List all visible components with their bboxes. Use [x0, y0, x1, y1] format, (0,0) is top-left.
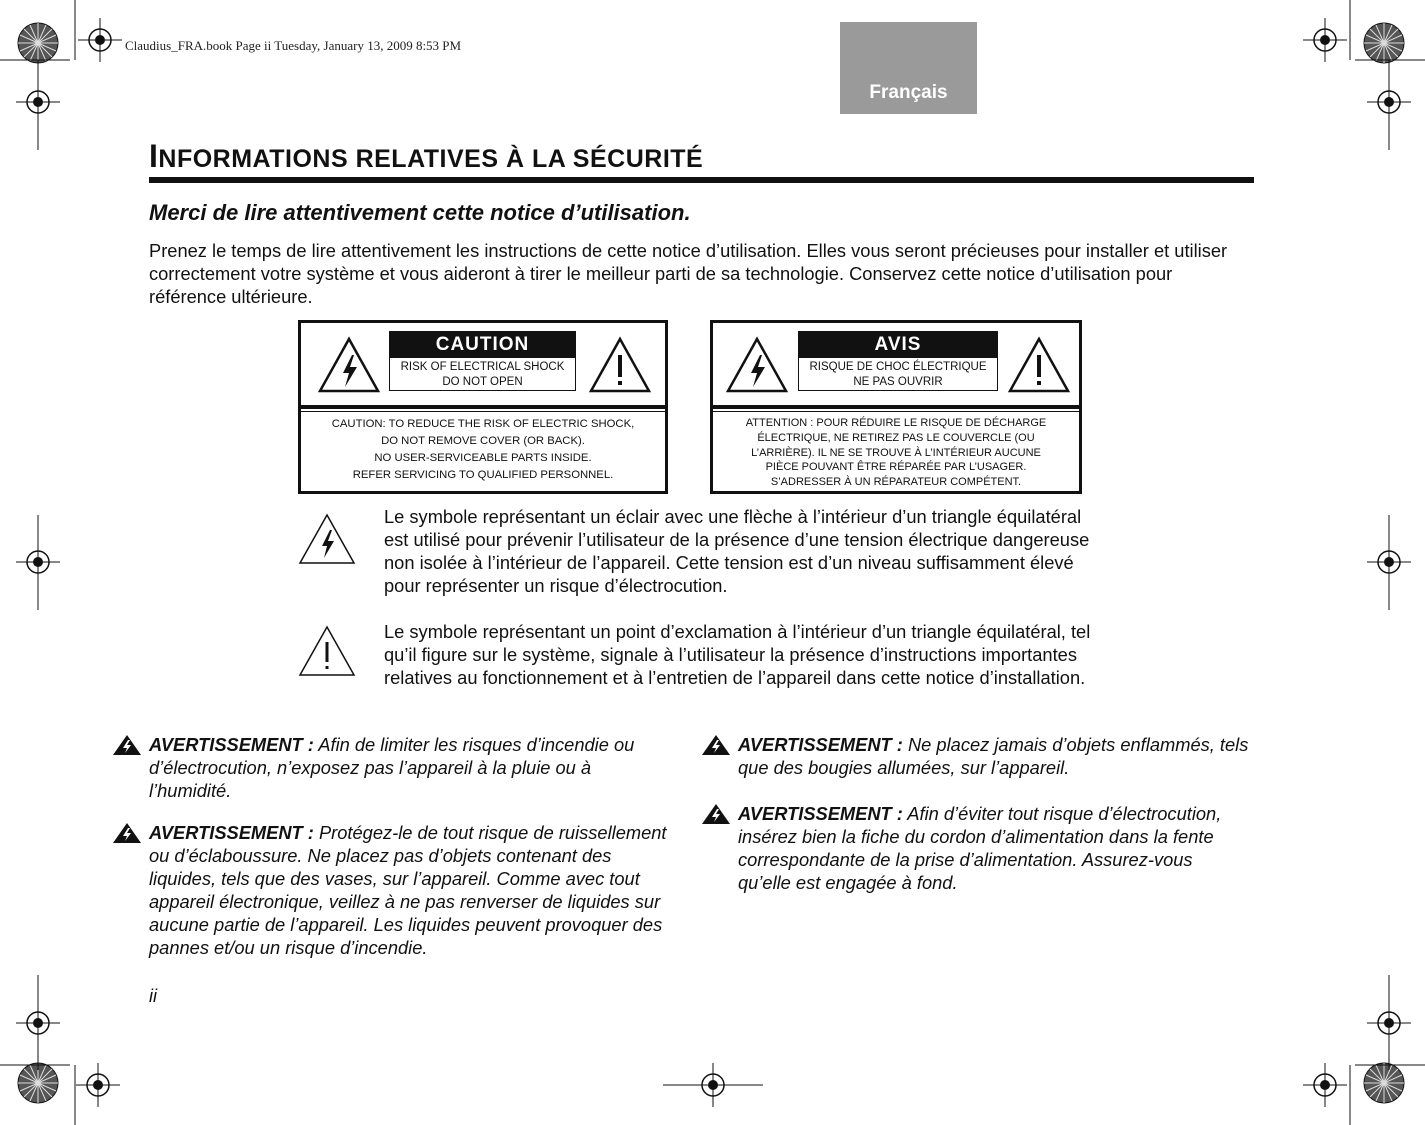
star-target-icon [18, 23, 58, 63]
warning-icon [112, 822, 142, 844]
caution-label-top [301, 323, 665, 409]
warning-icon [112, 734, 142, 756]
exclamation-triangle-icon [588, 335, 652, 395]
warning-left-1 [149, 733, 669, 802]
warning-text: Protégez-le de tout risque de ruissellement ou d’éclaboussure. Ne placez pas d’objets contenant des liquides, tels que des vases, sur l’appareil. Comme avec tout appareil électronique, veillez à ne pas renverser de liquides sur aucune partie de l’appareil. Les liquides peuvent provoquer des pannes et/ou un risque d’incendie. [149, 822, 667, 958]
title-rule [149, 177, 1254, 183]
star-target-icon [1364, 23, 1404, 63]
lightning-triangle-icon [725, 335, 789, 395]
registration-mark-icon [76, 1063, 120, 1107]
title-rest: NFORMATIONS RELATIVES À LA SÉCURITÉ [158, 145, 704, 173]
page-title [149, 138, 703, 175]
warning-right-2 [738, 802, 1250, 894]
warning-label: AVERTISSEMENT : [738, 734, 903, 755]
warning-icon [701, 734, 731, 756]
print-header: Claudius_FRA.book Page ii Tuesday, January 13, 2009 8:53 PM [125, 38, 462, 53]
registration-mark-icon [78, 18, 122, 62]
caution-body: CAUTION: TO REDUCE THE RISK OF ELECTRIC SHOCK, DO NOT REMOVE COVER (OR BACK). NO USER-SERVICEABLE PARTS INSIDE. REFER SERVICING TO QUALIFIED PERSONNEL. [301, 411, 665, 491]
caution-label [298, 320, 668, 494]
title-initial: I [149, 138, 159, 174]
warning-text: Afin de limiter les risques d’incendie ou d’électrocution, n’exposez pas l’appareil à la pluie ou à l’humidité. [149, 734, 635, 801]
avis-heading: AVIS [799, 332, 997, 358]
caution-heading: CAUTION [390, 332, 575, 358]
avis-subtext: RISQUE DE CHOC ÉLECTRIQUE NE PAS OUVRIR [809, 361, 987, 388]
caution-subtext: RISK OF ELECTRICAL SHOCK DO NOT OPEN [400, 361, 565, 388]
registration-mark-icon [1303, 18, 1347, 62]
exclamation-triangle-icon [298, 624, 356, 678]
language-tab-label: Français [869, 82, 948, 103]
lightning-symbol-text: Le symbole représentant un éclair avec une flèche à l’intérieur d’un triangle équilatéral est utilisé pour prévenir l’utilisateur de la présence d’une tension électrique dangereuse non isolée à l’intérieur de l’appareil. Cette tension est d’un niveau suffisamment élevé pour représenter un risque d’électrocution. [384, 506, 1090, 596]
exclamation-symbol-text: Le symbole représentant un point d’exclamation à l’intérieur d’un triangle équilatéral, tel qu’il figure sur le système, signale à l’utilisateur la présence d’instructions importantes relatives au fonctionnement et à l’entretien de l’appareil dans cette notice d’installation. [384, 621, 1091, 688]
lightning-triangle-icon [317, 335, 381, 395]
page-number: ii [149, 986, 157, 1006]
warning-label: AVERTISSEMENT : [149, 734, 314, 755]
lightning-triangle-icon [298, 512, 356, 566]
language-tab [840, 22, 977, 114]
caution-panel [389, 331, 576, 391]
warning-text: Afin d’éviter tout risque d’électrocution, insérez bien la fiche du cordon d’alimentation dans la fente correspondante de la prise d’alimentation. Assurez-vous qu’elle est engagée à fond. [738, 803, 1222, 893]
subtitle: Merci de lire attentivement cette notice d’utilisation. [149, 200, 691, 225]
avis-label [710, 320, 1082, 494]
warning-icon [701, 803, 731, 825]
intro-paragraph: Prenez le temps de lire attentivement les instructions de cette notice d’utilisation. Elles vous seront précieuses pour installer et utiliser correctement votre système et vous aideront à tirer le meilleur parti de sa technologie. Conservez cette notice d’utilisation pour référence ultérieure. [149, 240, 1228, 307]
registration-mark-icon [1303, 1063, 1347, 1107]
avis-panel [798, 331, 998, 391]
warning-right-1 [738, 733, 1258, 779]
exclamation-triangle-icon [1007, 335, 1071, 395]
avis-label-top [713, 323, 1079, 409]
avis-body: ATTENTION : POUR RÉDUIRE LE RISQUE DE DÉCHARGE ÉLECTRIQUE, NE RETIREZ PAS LE COUVERCLE (OU L’ARRIÈRE). IL NE SE TROUVE À L’INTÉRIEUR AUCUNE PIÈCE POUVANT ÊTRE RÉPARÉE PAR L’USAGER. S’ADRESSER À UN RÉPARATEUR COMPÉTENT. [713, 411, 1079, 491]
warning-left-2 [149, 821, 671, 959]
star-target-icon [1364, 1063, 1404, 1103]
warning-label: AVERTISSEMENT : [149, 822, 314, 843]
warning-label: AVERTISSEMENT : [738, 803, 903, 824]
warning-text: Ne placez jamais d’objets enflammés, tels que des bougies allumées, sur l’appareil. [738, 734, 1249, 778]
